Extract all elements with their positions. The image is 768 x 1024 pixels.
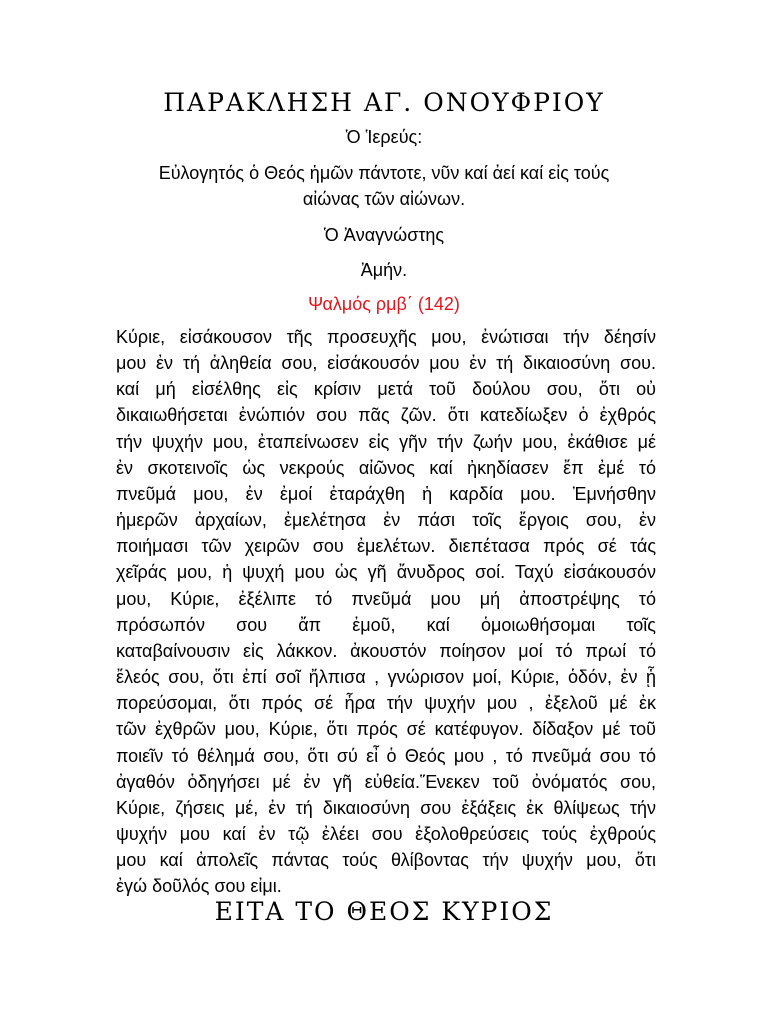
psalm-line: μου, Κύριε, ἐξέλιπε τό πνεῦμά μου μή ἀποστρέψης τό xyxy=(116,588,656,609)
psalm-line: ἡμερῶν ἀρχαίων, ἐμελέτησα ἐν πάσι τοῖς ἔργοις σου, ἐν xyxy=(116,510,656,531)
psalm-line: μου καί ἀπολεῖς πάντας τούς θλίβοντας τήν ψυχήν μου, ὅτι xyxy=(116,850,656,871)
response-amen: Ἀμήν. xyxy=(360,260,408,280)
psalm-line: πορεύσομαι, ὅτι πρός σέ ἦρα τήν ψυχήν μου , ἐξελοῦ μέ ἐκ xyxy=(116,693,656,714)
psalm-line: δικαιωθήσεται ἐνώπιόν σου πᾶς ζῶν. ὅτι κατεδίωξεν ὁ ἐχθρός xyxy=(116,405,656,426)
psalm-line: χεῖράς μου, ἡ ψυχή μου ὡς γῆ ἄνυδρος σοί. Ταχύ εἰσάκουσόν xyxy=(116,562,656,583)
document-title: ΠΑΡΑΚΛΗΣΗ ΑΓ. ΟΝΟΥΦΡΙΟΥ xyxy=(163,88,605,117)
psalm-line: καί μή εἰσέλθης εἰς κρίσιν μετά τοῦ δούλου σου, ὅτι οὐ xyxy=(116,379,656,400)
psalm-line: ἐν σκοτεινοῖς ὡς νεκρούς αἰῶνος καί ἠκηδίασεν ἔπ ἐμέ τό xyxy=(116,457,656,478)
psalm-line: Κύριε, εἰσάκουσον τῆς προσευχῆς μου, ἐνώτισαι τήν δέησίν xyxy=(116,327,656,347)
psalm-line: τήν ψυχήν μου, ἐταπείνωσεν εἰς γῆν τήν ζωήν μου, ἐκάθισε μέ xyxy=(116,431,656,452)
reader-label: Ὁ Ἀναγνώστης xyxy=(323,225,445,245)
psalm-text xyxy=(116,324,656,899)
psalm-line: καταβαίνουσιν εἰς λάκκον. ἀκουστόν ποίησον μοί τό πρωί τό xyxy=(116,640,656,661)
psalm-line: ἀγαθόν ὁδηγήσει μέ ἐν γῆ εὐθεία.Ἕνεκεν τοῦ ὀνόματός σου, xyxy=(116,771,656,792)
psalm-line: ποιήμασι τῶν χειρῶν σου ἐμελέτων. διεπέτασα πρός σέ τάς xyxy=(116,536,656,557)
psalm-line: τῶν ἐχθρῶν μου, Κύριε, ὅτι πρός σέ κατέφυγον. δίδαξον μέ τοῦ xyxy=(116,719,656,740)
psalm-line: ἔλεός σου, ὅτι ἐπί σοῖ ἤλπισα , γνώρισον μοί, Κύριε, ὁδόν, ἐν ᾗ xyxy=(116,667,656,688)
blessing-line-2: αἰώνας τῶν αἰώνων. xyxy=(302,189,466,209)
priest-label: Ὁ Ἱερεύς: xyxy=(345,127,423,147)
psalm-line: Κύριε, ζήσεις μέ, ἐν τή δικαιοσύνη σου ἐξάξεις ἐκ θλίψεως τήν xyxy=(116,797,656,818)
psalm-line: ψυχήν μου καί ἐν τῷ ἐλέει σου ἐξολοθρεύσεις τούς ἐχθρούς xyxy=(116,823,656,844)
psalm-line: πρόσωπόν σου ἄπ ἐμοῦ, καί ὁμοιωθήσομαι τοῖς xyxy=(116,614,656,635)
psalm-line: ποιεῖν τό θέλημά σου, ὅτι σύ εἶ ὁ Θεός μου , τό πνεῦμά σου τό xyxy=(116,745,656,766)
psalm-line: ἐγώ δοῦλός σου εἰμι. xyxy=(116,876,282,897)
closing-heading: ΕΙΤΑ ΤΟ ΘΕΟΣ ΚΥΡΙΟΣ xyxy=(214,897,554,926)
psalm-line: πνεῦμά μου, ἐν ἐμοί ἐταράχθη ἡ καρδία μου. Ἐμνήσθην xyxy=(116,483,656,504)
blessing-line-1: Εὐλογητός ὁ Θεός ἡμῶν πάντοτε, νῦν καί ἀεί καί εἰς τούς xyxy=(158,163,610,183)
psalm-heading: Ψαλμός ρμβ΄ (142) xyxy=(308,294,460,314)
psalm-line: μου ἐν τή ἀληθεία σου, εἰσάκουσόν μου ἐν τή δικαιοσύνη σου. xyxy=(116,353,656,374)
